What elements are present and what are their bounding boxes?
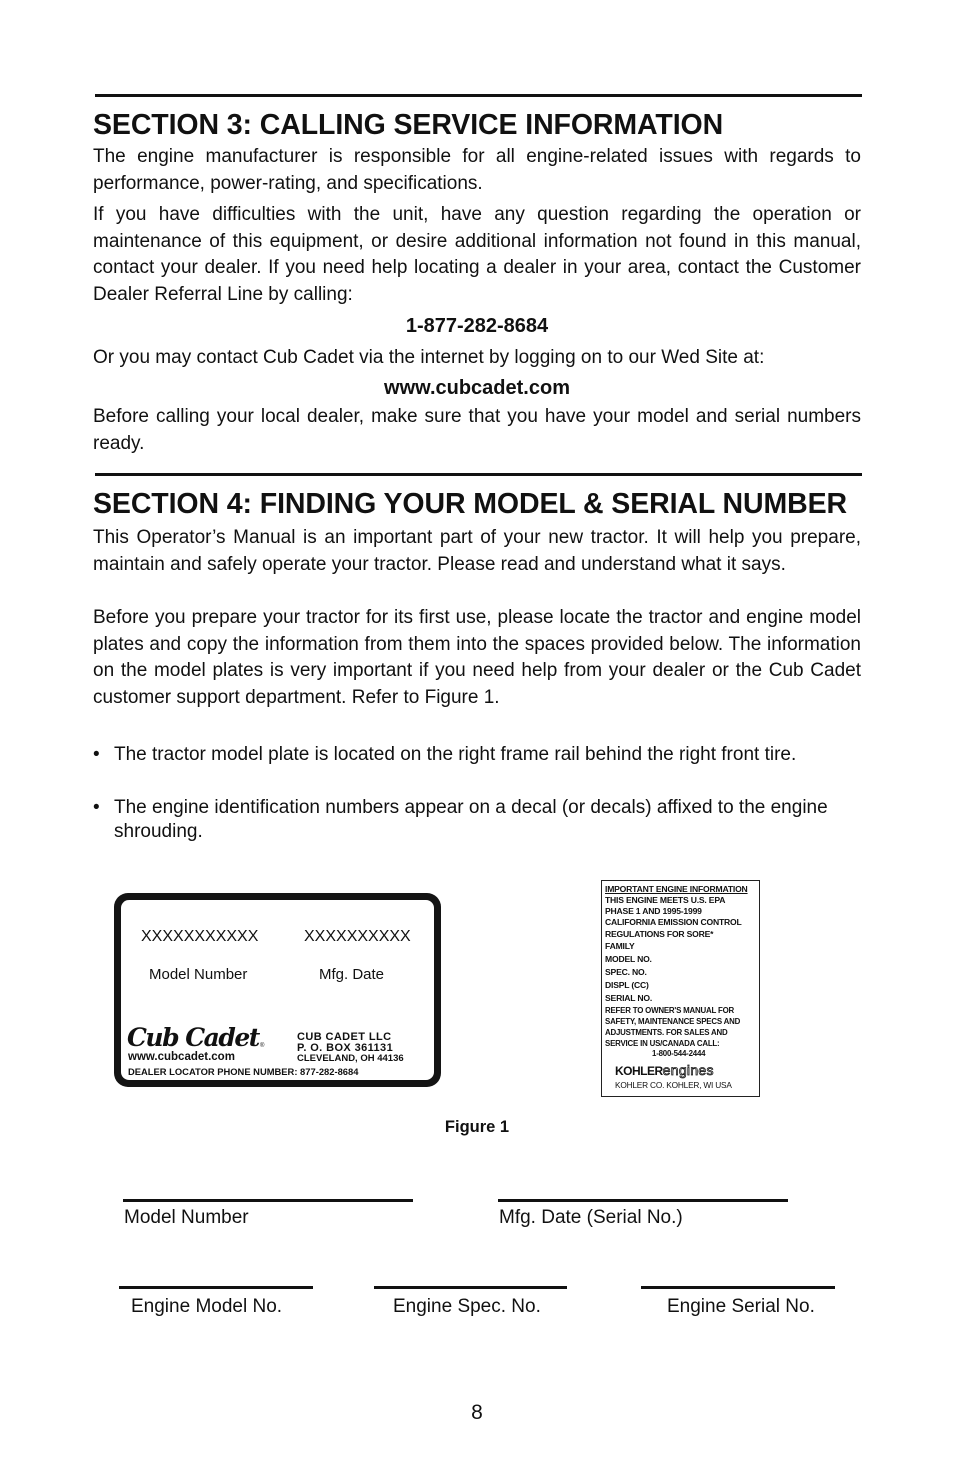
page-number: 8	[471, 1401, 483, 1424]
decal-line: FAMILY	[605, 941, 635, 951]
registered-mark: ®	[260, 1043, 265, 1049]
decal-title: IMPORTANT ENGINE INFORMATION	[605, 884, 748, 894]
decal-line: PHASE 1 AND 1995-1999	[605, 906, 702, 916]
decal-line: SERIAL NO.	[605, 993, 653, 1003]
decal-line: REGULATIONS FOR SORE*	[605, 929, 714, 939]
section-3-paragraph-2: If you have difficulties with the unit, have any question regarding the operation or maintenance of this equipment, or desire additional information not found in this manual, contact your dealer. If you need help locating a dealer in your area, contact the Customer Dealer Referral Line by calling:	[93, 204, 861, 305]
decal-line: CALIFORNIA EMISSION CONTROL	[605, 917, 742, 927]
decal-line: SERVICE IN US/CANADA CALL:	[605, 1039, 720, 1048]
decal-line: MODEL NO.	[605, 954, 652, 964]
kohler-brand: KOHLER	[615, 1064, 663, 1078]
section-divider	[95, 94, 862, 97]
engine-serial-blank	[641, 1286, 835, 1289]
figure-caption: Figure 1	[444, 1118, 510, 1136]
list-item	[93, 743, 861, 767]
tractor-model-plate	[114, 893, 441, 1087]
plate-po-box: P. O. BOX 361131	[297, 1042, 394, 1054]
decal-line: DISPL (CC)	[605, 980, 649, 990]
section-4-paragraph-1: This Operator’s Manual is an important part of your new tractor. It will help you prepare, maintain and safely operate your tractor. Please read and understand what it says.	[93, 527, 861, 575]
model-number-label: Model Number	[124, 1207, 249, 1228]
engine-spec-blank	[374, 1286, 567, 1289]
list-item-text: The tractor model plate is located on the right frame rail behind the right front tire.	[114, 744, 797, 765]
section-3-heading: SECTION 3: CALLING SERVICE INFORMATION	[93, 109, 724, 141]
plate-model-label: Model Number	[149, 966, 248, 983]
plate-city: CLEVELAND, OH 44136	[297, 1053, 404, 1064]
model-number-blank	[123, 1199, 413, 1202]
bullet-icon: •	[93, 797, 100, 818]
decal-address: KOHLER CO. KOHLER, WI USA	[615, 1080, 732, 1090]
plate-dealer-line: DEALER LOCATOR PHONE NUMBER: 877-282-8684	[128, 1066, 359, 1077]
plate-website: www.cubcadet.com	[128, 1051, 235, 1063]
section-4-paragraph-2: Before you prepare your tractor for its first use, please locate the tractor and engine model plates and copy the information from them into the spaces provided below. The information on the model plates is very important if you need help from your dealer or the Cub Cadet customer support department. Refer to Figure 1.	[93, 607, 861, 708]
decal-line: SPEC. NO.	[605, 967, 647, 977]
cub-cadet-logo: Cub Cadet	[127, 1023, 259, 1052]
bullet-icon: •	[93, 744, 100, 765]
plate-model-value: XXXXXXXXXXX	[141, 928, 259, 945]
list-item	[93, 796, 861, 844]
engines-brand: engines	[662, 1062, 714, 1078]
section-4-heading: SECTION 4: FINDING YOUR MODEL & SERIAL NUMBER	[93, 488, 847, 520]
engine-model-label: Engine Model No.	[131, 1296, 283, 1317]
engine-model-blank	[119, 1286, 313, 1289]
decal-phone: 1-800-544-2444	[652, 1049, 706, 1058]
mfg-date-label: Mfg. Date (Serial No.)	[499, 1207, 683, 1228]
website-link: www.cubcadet.com	[384, 377, 570, 399]
engine-spec-label: Engine Spec. No.	[393, 1296, 541, 1317]
engine-information-decal	[601, 880, 760, 1097]
decal-line: REFER TO OWNER'S MANUAL FOR	[605, 1006, 735, 1015]
section-3-paragraph-4: Before calling your local dealer, make sure that you have your model and serial numbers ready.	[93, 406, 861, 454]
section-divider	[95, 473, 862, 476]
plate-date-value: XXXXXXXXXX	[304, 928, 411, 945]
mfg-date-blank	[498, 1199, 788, 1202]
list-item-text: The engine identification numbers appear on a decal (or decals) affixed to the engine shrouding.	[114, 797, 828, 842]
dealer-referral-phone: 1-877-282-8684	[405, 315, 549, 337]
decal-line: SAFETY, MAINTENANCE SPECS AND	[605, 1017, 741, 1026]
plate-company: CUB CADET LLC	[297, 1031, 392, 1043]
section-3-paragraph-1: The engine manufacturer is responsible for all engine-related issues with regards to performance, power-rating, and specifications.	[93, 146, 861, 194]
decal-line: THIS ENGINE MEETS U.S. EPA	[605, 895, 726, 905]
decal-line: ADJUSTMENTS. FOR SALES AND	[605, 1028, 728, 1037]
kohler-engines-logo	[615, 1062, 714, 1080]
engine-serial-label: Engine Serial No.	[667, 1296, 815, 1317]
section-3-paragraph-3: Or you may contact Cub Cadet via the internet by logging on to our Wed Site at:	[93, 347, 765, 368]
plate-date-label: Mfg. Date	[319, 966, 385, 983]
